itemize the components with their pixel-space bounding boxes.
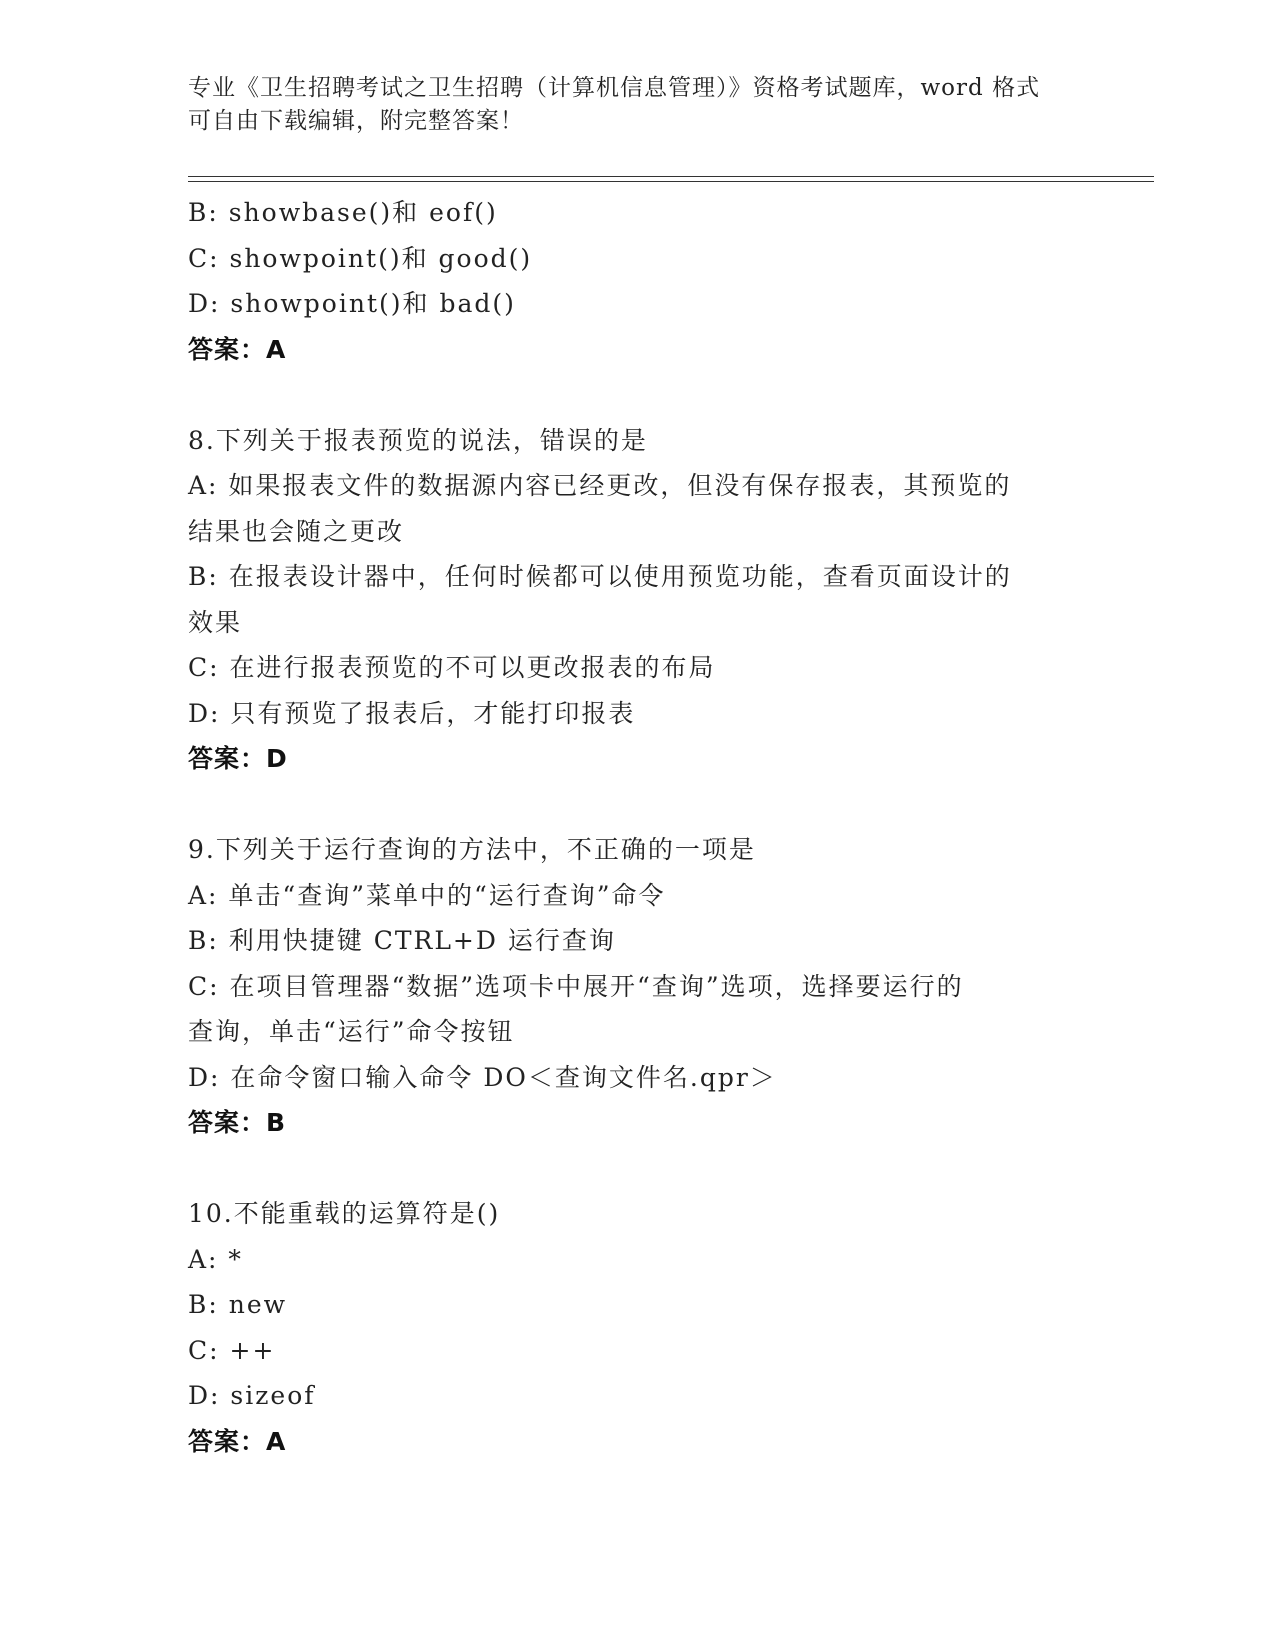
- option-b: B: 在报表设计器中，任何时候都可以使用预览功能，查看页面设计的: [188, 562, 1012, 591]
- question-stem: 9.下列关于运行查询的方法中，不正确的一项是: [188, 835, 756, 864]
- option-c: C: 在进行报表预览的不可以更改报表的布局: [188, 653, 716, 682]
- question-stem: 10.不能重载的运算符是(): [188, 1199, 501, 1228]
- option-a: A: *: [188, 1244, 243, 1274]
- option-a-cont: 结果也会随之更改: [188, 516, 405, 546]
- answer-line: 答案：B: [188, 1108, 287, 1137]
- option-c: C: showpoint()和 good(): [188, 243, 533, 273]
- option-b-cont: 效果: [188, 607, 243, 637]
- option-b: B: showbase()和 eof(): [188, 198, 498, 227]
- answer-line: 答案：A: [188, 334, 287, 364]
- answer-line: 答案：D: [188, 744, 288, 773]
- question-content: [188, 190, 1088, 1464]
- document-header: [188, 72, 1088, 138]
- spacer: [188, 372, 1088, 418]
- option-c-cont: 查询，单击“运行”命令按钮: [188, 1017, 515, 1046]
- spacer: [188, 1146, 1088, 1192]
- spacer: [188, 782, 1088, 828]
- option-d: D: 在命令窗口输入命令 DO＜查询文件名.qpr＞: [188, 1062, 777, 1092]
- option-d: D: 只有预览了报表后，才能打印报表: [188, 698, 636, 728]
- option-b: B: new: [188, 1290, 288, 1319]
- option-d: D: sizeof: [188, 1381, 316, 1410]
- header-divider-top: [188, 176, 1154, 177]
- question-10: [188, 1191, 1088, 1464]
- option-b: B: 利用快捷键 CTRL+D 运行查询: [188, 926, 616, 955]
- question-8: [188, 418, 1088, 782]
- question-stem: 8.下列关于报表预览的说法，错误的是: [188, 425, 648, 455]
- header-line-2: 可自由下载编辑，附完整答案！: [188, 108, 524, 134]
- answer-line: 答案：A: [188, 1426, 287, 1456]
- option-c: C: ++: [188, 1335, 276, 1365]
- option-a: A: 如果报表文件的数据源内容已经更改，但没有保存报表，其预览的: [188, 471, 1012, 500]
- option-c: C: 在项目管理器“数据”选项卡中展开“查询”选项，选择要运行的: [188, 971, 964, 1001]
- question-9: [188, 827, 1088, 1146]
- header-divider-bottom: [188, 181, 1154, 182]
- header-line-1: 专业《卫生招聘考试之卫生招聘（计算机信息管理）》资格考试题库，word 格式: [188, 75, 1041, 101]
- option-a: A: 单击“查询”菜单中的“运行查询”命令: [188, 880, 666, 910]
- option-d: D: showpoint()和 bad(): [188, 289, 516, 318]
- prev-question-block: [188, 190, 1088, 372]
